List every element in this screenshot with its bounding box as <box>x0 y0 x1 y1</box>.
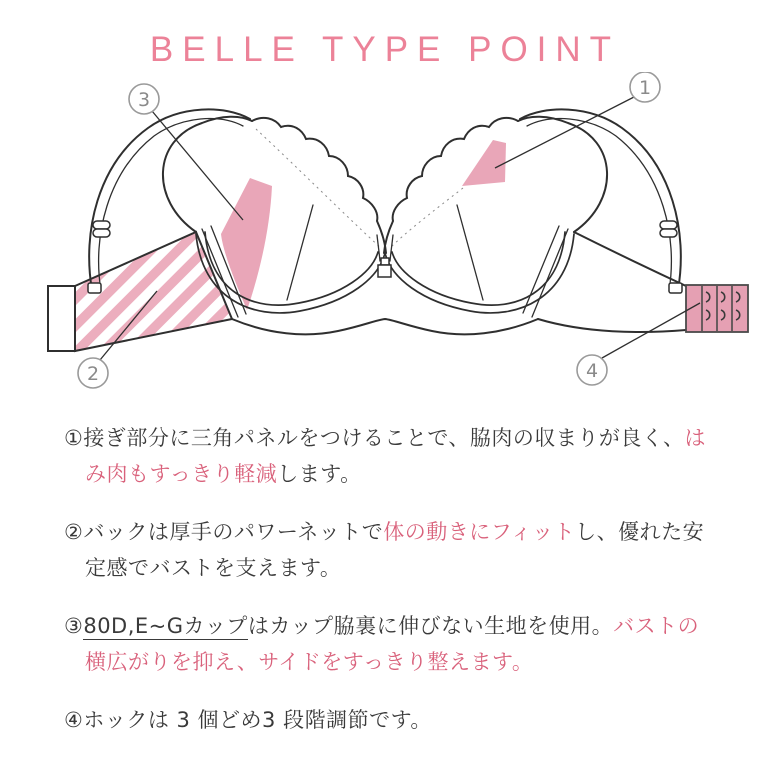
left-cup-seam <box>287 205 313 300</box>
right-strap-adjuster <box>660 221 677 229</box>
hook-closure <box>686 285 748 332</box>
triangle-panel-highlight <box>462 140 506 186</box>
point-2-text: ②バックは厚手のパワーネットで <box>64 520 384 544</box>
right-cup <box>384 117 607 313</box>
bra-illustration <box>0 72 770 402</box>
point-3-highlight: バストの横広がりを抑え、サイドをすっきり整えます。 <box>85 614 700 674</box>
callout-1-number: 1 <box>638 77 652 99</box>
right-underwire <box>385 234 574 313</box>
point-1-text-end: します。 <box>277 462 362 486</box>
point-1 <box>64 420 714 492</box>
page-title: BELLE TYPE POINT <box>149 30 621 69</box>
right-cup-lace-seam <box>389 188 463 249</box>
callout-4-number: 4 <box>585 360 599 382</box>
point-3-text: はカップ脇裏に伸びない生地を使用。 <box>247 614 614 638</box>
side-panel-highlight <box>221 178 272 310</box>
point-4-text: ④ホックは 3 個どめ3 段階調節です。 <box>64 708 432 732</box>
point-3-number: ③ <box>64 614 84 638</box>
left-strap-adjuster <box>93 221 110 229</box>
point-3-underlined: 80D,E~Gカップ <box>83 614 248 638</box>
callout-1-line <box>495 97 634 168</box>
feature-points-list <box>64 420 714 760</box>
striped-back-panel <box>48 226 246 351</box>
point-1-text: ①接ぎ部分に三角パネルをつけることで、脇肉の収まりが良く、 <box>64 426 685 450</box>
point-3 <box>64 608 714 680</box>
point-4 <box>64 702 714 738</box>
right-cup-seam <box>457 205 483 300</box>
right-wing <box>523 226 748 332</box>
left-band-end-tab <box>48 286 75 351</box>
callout-2-number: 2 <box>86 363 100 385</box>
bra-diagram <box>0 72 770 402</box>
point-2-text-end: し、優れた安定感でバストを支えます。 <box>85 520 705 580</box>
callout-3-number: 3 <box>137 89 151 111</box>
point-2 <box>64 514 714 586</box>
point-1-highlight: はみ肉もすっきり軽減 <box>85 426 706 486</box>
right-strap-ring <box>669 283 682 293</box>
center-charm <box>381 258 389 265</box>
point-2-highlight: 体の動きにフィット <box>383 520 576 544</box>
callout-3-line <box>152 111 243 220</box>
band-bottom-edge <box>232 319 538 334</box>
callout-4 <box>577 303 700 385</box>
left-strap-ring <box>88 283 101 293</box>
callout-3 <box>129 84 243 220</box>
